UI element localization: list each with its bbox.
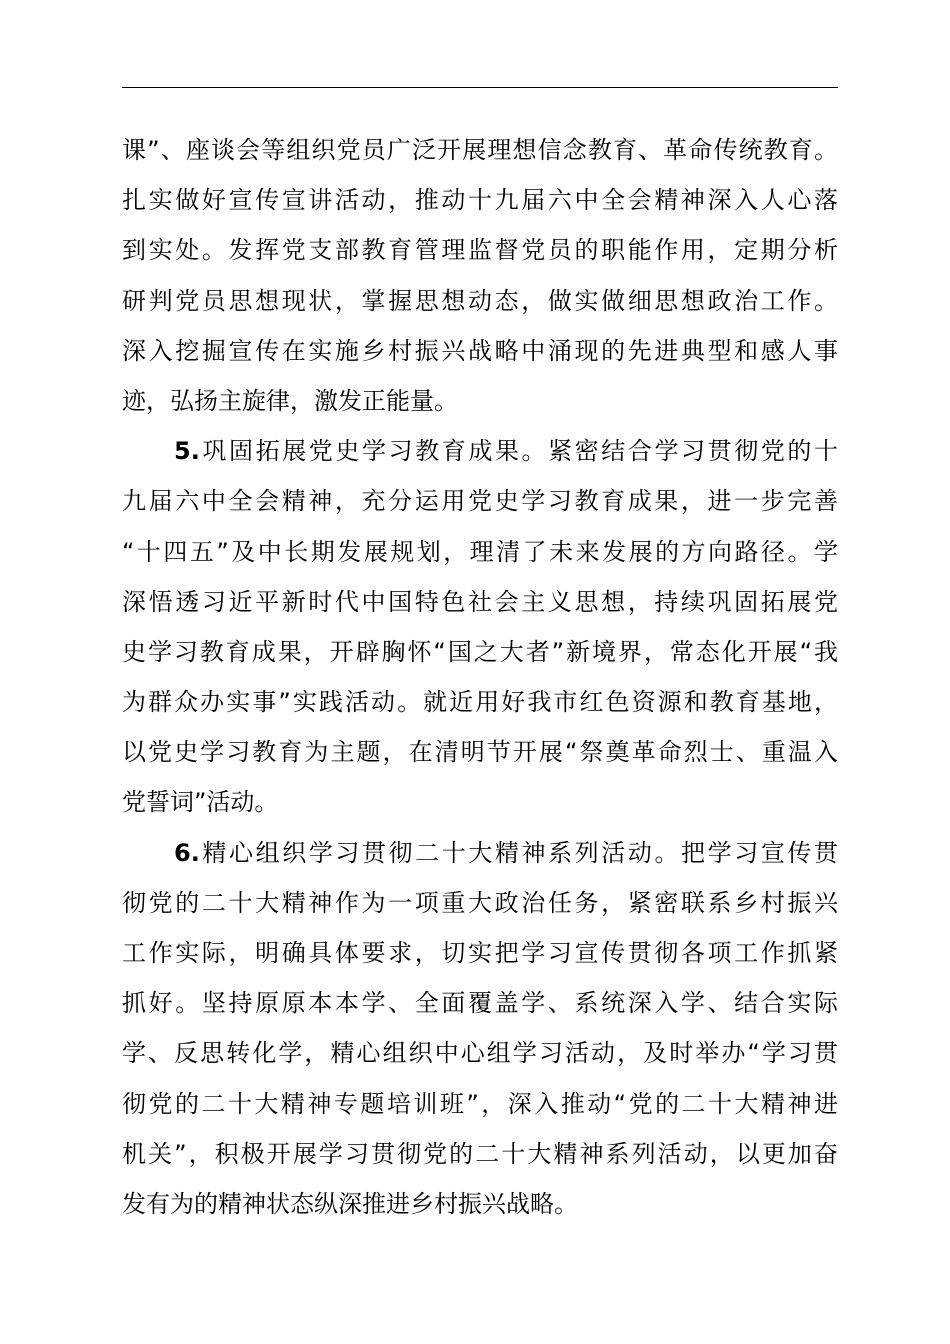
text-line: 深悟透习近平新时代中国特色社会主义思想，持续巩固拓展党: [122, 587, 838, 616]
text-line: 深入挖掘宣传在实施乡村振兴战略中涌现的先进典型和感人事: [122, 336, 838, 365]
text-line: 到实处。发挥党支部教育管理监督党员的职能作用，定期分析: [122, 236, 838, 265]
paragraph-number: 5.: [174, 437, 200, 466]
text-line: 为群众办实事”实践活动。就近用好我市红色资源和教育基地，: [122, 688, 838, 717]
text-line: 彻党的二十大精神专题培训班”，深入推动“党的二十大精神进: [122, 1089, 838, 1118]
text-line: 巩固拓展党史学习教育成果。紧密结合学习贯彻党的十: [199, 437, 838, 466]
paragraph-number: 6.: [174, 838, 200, 867]
text-line: 发有为的精神状态纵深推进乡村振兴战略。: [122, 1189, 578, 1218]
paragraph-5-first-line: [122, 426, 838, 476]
text-line: 精心组织学习贯彻二十大精神系列活动。把学习宣传贯: [199, 838, 838, 867]
text-line: 彻党的二十大精神作为一项重大政治任务，紧密联系乡村振兴: [122, 888, 838, 917]
header-rule: [122, 87, 838, 88]
text-line: 课”、座谈会等组织党员广泛开展理想信念教育、革命传统教育。: [122, 136, 838, 164]
text-line: 机关”，积极开展学习贯彻党的二十大精神系列活动，以更加奋: [122, 1139, 838, 1168]
text-line: 迹，弘扬主旋律，激发正能量。: [122, 386, 458, 415]
body-text: [122, 125, 838, 1229]
text-line: 扎实做好宣传宣讲活动，推动十九届六中全会精神深入人心落: [122, 186, 838, 215]
text-line: 抓好。坚持原原本本学、全面覆盖学、系统深入学、结合实际: [122, 989, 838, 1018]
text-line: 学、反思转化学，精心组织中心组学习活动，及时举办“学习贯: [122, 1039, 838, 1068]
text-line: “十四五”及中长期发展规划，理清了未来发展的方向路径。学: [122, 537, 838, 566]
text-line: 史学习教育成果，开辟胸怀“国之大者”新境界，常态化开展“我: [122, 637, 838, 666]
text-line: 以党史学习教育为主题，在清明节开展“祭奠革命烈士、重温入: [122, 738, 838, 767]
text-line: 工作实际，明确具体要求，切实把学习宣传贯彻各项工作抓紧: [122, 939, 838, 967]
text-line: 党誓词”活动。: [122, 788, 279, 817]
text-line: 九届六中全会精神，充分运用党史学习教育成果，进一步完善: [122, 487, 838, 516]
paragraph-6-first-line: [122, 828, 838, 878]
text-line: 研判党员思想现状，掌握思想动态，做实做细思想政治工作。: [122, 286, 838, 315]
